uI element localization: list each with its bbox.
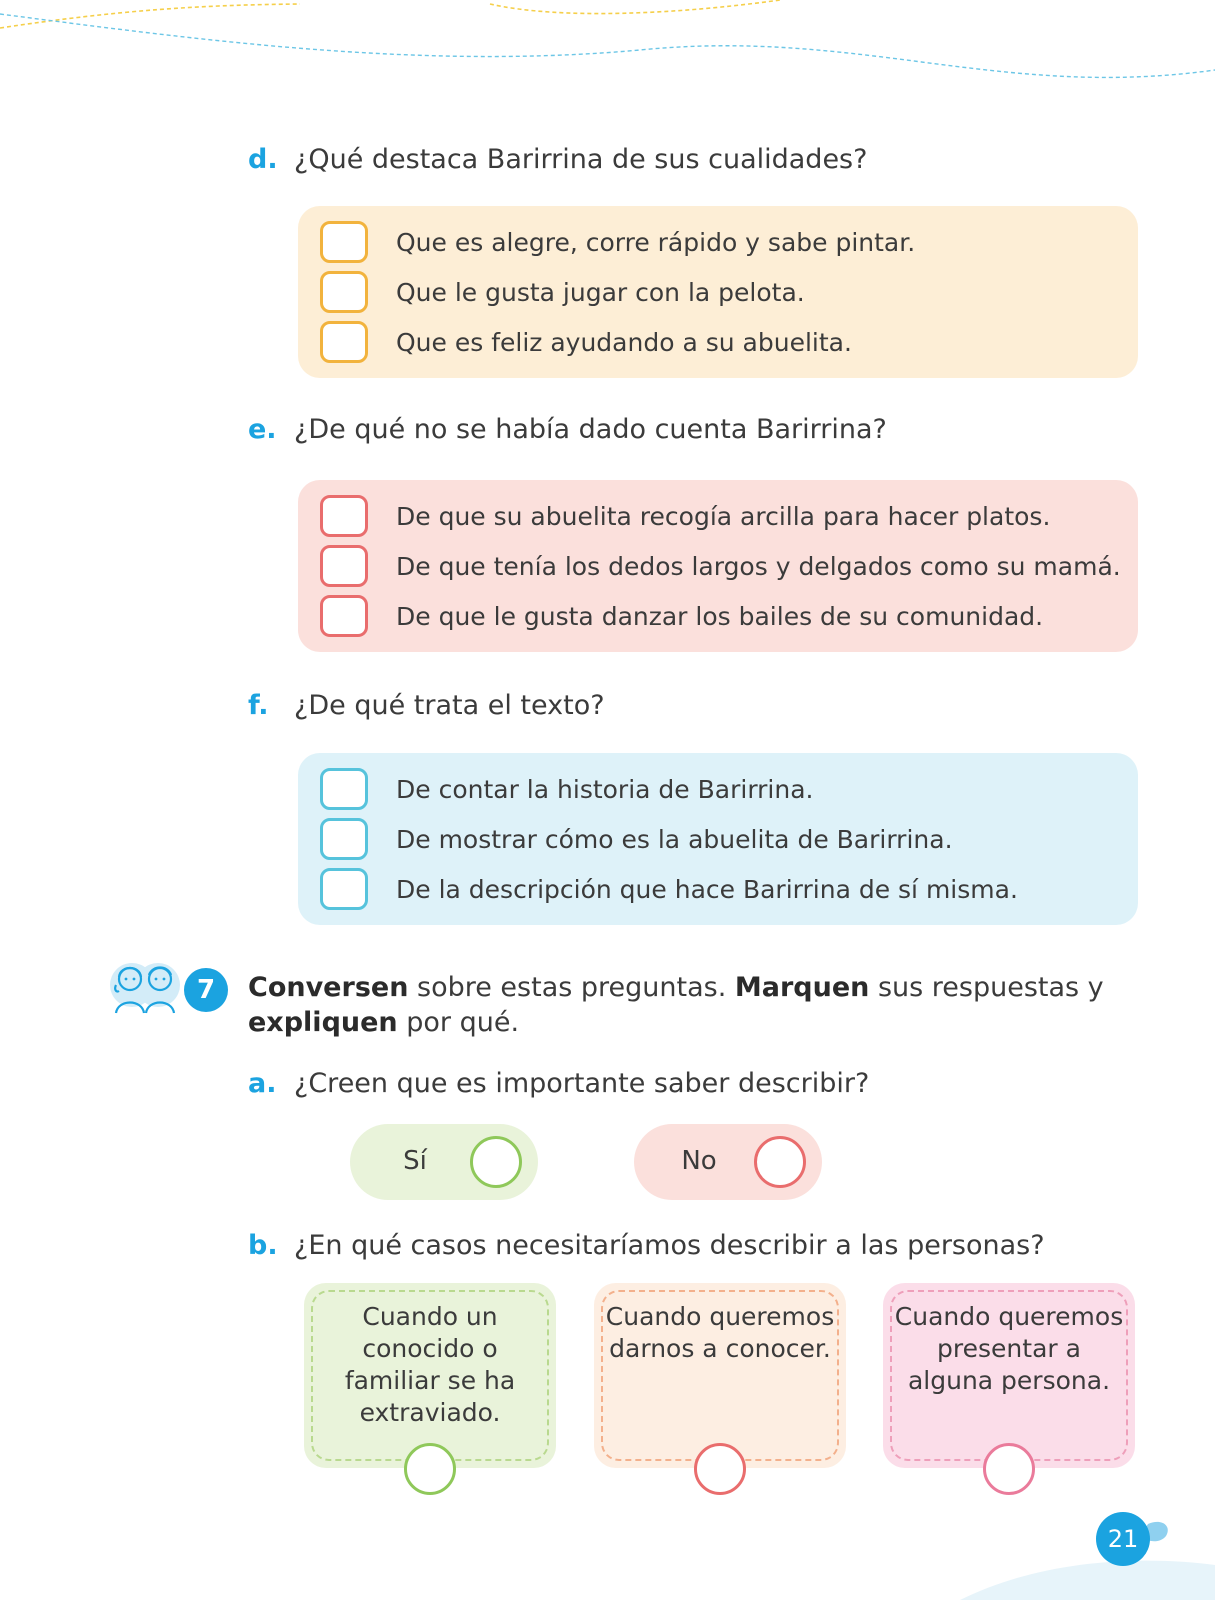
answer-yes[interactable] (350, 1124, 538, 1200)
page-number: 21 (1096, 1512, 1150, 1566)
option-text: De mostrar cómo es la abuelita de Barirrina. (396, 824, 953, 854)
instruction-text: sobre estas preguntas. (408, 972, 735, 1003)
checkbox[interactable] (320, 818, 368, 860)
checkbox[interactable] (320, 545, 368, 587)
checkbox[interactable] (320, 595, 368, 637)
answer-no[interactable] (634, 1124, 822, 1200)
question-text: ¿De qué trata el texto? (294, 690, 605, 721)
question-f (248, 690, 605, 721)
option-item (320, 543, 1121, 589)
option-item (320, 816, 953, 862)
option-text: Que es alegre, corre rápido y sabe pintar. (396, 227, 916, 257)
question-d (248, 144, 867, 175)
card-text: Cuando un conocido o familiar se ha extraviado. (344, 1302, 516, 1427)
decorative-top-wave (0, 0, 1215, 110)
answer-no-circle[interactable] (754, 1136, 806, 1188)
option-text: De que su abuelita recogía arcilla para hacer platos. (396, 501, 1051, 531)
question-letter: f. (248, 690, 269, 721)
instruction-bold: Marquen (734, 972, 870, 1003)
question-letter: e. (248, 414, 277, 445)
option-text: De que le gusta danzar los bailes de su comunidad. (396, 601, 1044, 631)
checkbox[interactable] (320, 868, 368, 910)
card-text: Cuando queremos presentar a alguna persona. (894, 1302, 1124, 1395)
option-item (320, 866, 1018, 912)
instruction-bold: expliquen (248, 1007, 398, 1038)
question-text: ¿En qué casos necesitaríamos describir a las personas? (294, 1230, 1045, 1261)
answer-yes-label: Sí (403, 1146, 427, 1176)
answer-card (594, 1283, 846, 1468)
option-text: Que le gusta jugar con la pelota. (396, 277, 805, 307)
option-text: De la descripción que hace Barirrina de sí misma. (396, 874, 1018, 904)
section-instruction (248, 970, 1128, 1040)
answer-card (304, 1283, 556, 1468)
card-circle[interactable] (694, 1443, 746, 1495)
decorative-bottom-shape (0, 1500, 1215, 1600)
activity-number-badge: 7 (184, 968, 228, 1012)
question-e (248, 414, 887, 445)
options-box-f (298, 753, 1138, 925)
options-box-d (298, 206, 1138, 378)
answer-no-label: No (681, 1146, 717, 1176)
instruction-text: sus respuestas y (869, 972, 1104, 1003)
option-item (320, 593, 1044, 639)
option-item (320, 493, 1051, 539)
card-text: Cuando queremos darnos a conocer. (605, 1302, 835, 1363)
question-7a (248, 1068, 869, 1099)
question-letter: b. (248, 1230, 278, 1261)
answer-yes-circle[interactable] (470, 1136, 522, 1188)
options-box-e (298, 480, 1138, 652)
instruction-text: por qué. (397, 1007, 520, 1038)
checkbox[interactable] (320, 495, 368, 537)
option-text: De que tenía los dedos largos y delgados como su mamá. (396, 551, 1121, 581)
pair-work-icon (106, 955, 184, 1017)
checkbox[interactable] (320, 271, 368, 313)
answer-card (883, 1283, 1135, 1468)
option-item (320, 269, 805, 315)
question-text: ¿Qué destaca Barirrina de sus cualidades? (294, 144, 868, 175)
checkbox[interactable] (320, 221, 368, 263)
question-letter: d. (248, 144, 278, 175)
instruction-bold: Conversen (248, 972, 409, 1003)
option-text: De contar la historia de Barirrina. (396, 774, 814, 804)
card-circle[interactable] (404, 1443, 456, 1495)
checkbox[interactable] (320, 768, 368, 810)
checkbox[interactable] (320, 321, 368, 363)
option-text: Que es feliz ayudando a su abuelita. (396, 327, 852, 357)
option-item (320, 766, 814, 812)
question-text: ¿De qué no se había dado cuenta Barirrina? (294, 414, 887, 445)
question-7b (248, 1230, 1045, 1261)
card-circle[interactable] (983, 1443, 1035, 1495)
question-text: ¿Creen que es importante saber describir? (294, 1068, 870, 1099)
option-item (320, 319, 852, 365)
question-letter: a. (248, 1068, 277, 1099)
option-item (320, 219, 916, 265)
